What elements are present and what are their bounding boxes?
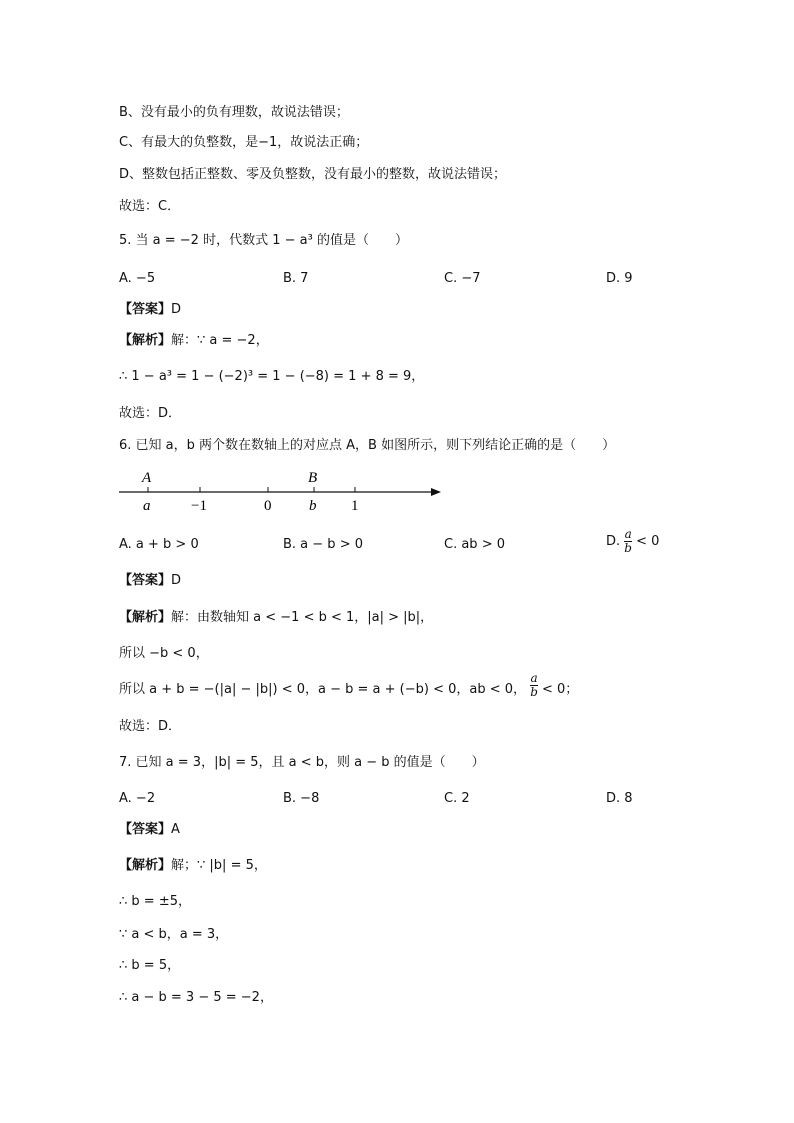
analysis-tag: 【解析】 (119, 333, 172, 348)
answer-value: A (171, 822, 180, 837)
q6-step-2: 所以 −b < 0， (119, 646, 209, 661)
option-b-explanation: B、没有最小的负有理数，故说法错误； (119, 105, 349, 120)
label-0: 0 (264, 498, 272, 514)
number-line-figure (115, 466, 455, 518)
q7-option-a: A. −2 (119, 791, 156, 806)
q6-step-3-text: 所以 a + b = −(|a| − |b|) < 0，a − b = a + (−b) < 0，ab < 0， (119, 682, 527, 697)
fraction-a-over-b-2: $\frac{a}{b}$ (530, 671, 538, 699)
analysis-text: 解：由数轴知 a < −1 < b < 1，|a| > |b|， (171, 610, 434, 625)
question-7: 7. 已知 a = 3，|b| = 5，且 a < b，则 a − b 的值是（ ） (119, 755, 485, 770)
q5-option-c: C. −7 (444, 271, 481, 286)
q6-option-d (606, 528, 659, 555)
q6-analysis (119, 609, 433, 627)
option-c-explanation: C、有最大的负整数，是−1，故说法正确； (119, 135, 369, 150)
analysis-text: 解：∵ a = −2， (171, 333, 269, 348)
q7-answer (119, 821, 180, 839)
q5-answer (119, 301, 181, 319)
label-b: b (309, 498, 317, 514)
q7-step-3: ∴ b = 5， (119, 958, 181, 973)
question-5: 5. 当 a = −2 时，代数式 1 − a³ 的值是（ ） (119, 233, 408, 248)
q6-option-b: B. a − b > 0 (283, 537, 363, 552)
q7-option-c: C. 2 (444, 791, 470, 806)
q6-option-c: C. ab > 0 (444, 537, 505, 552)
answer-tag: 【答案】 (119, 822, 172, 837)
choice-conclusion: 故选：C． (119, 199, 181, 214)
q6-option-d-label: D. (606, 534, 621, 549)
label-A: A (142, 470, 152, 486)
q6-option-a: A. a + b > 0 (119, 537, 199, 552)
arrow-head-icon (431, 488, 441, 496)
q5-analysis (119, 332, 269, 350)
fraction-a-over-b: $\frac{a}{b}$ (624, 527, 632, 555)
q7-step-1: ∴ b = ±5， (119, 894, 191, 909)
q5-calculation: ∴ 1 − a³ = 1 − (−2)³ = 1 − (−8) = 1 + 8 = 9， (119, 369, 425, 384)
answer-value: D (171, 573, 182, 588)
label-1: 1 (351, 498, 359, 514)
q5-choice: 故选：D． (119, 406, 182, 421)
q6-step-3-tail: < 0； (542, 682, 579, 697)
label-a: a (143, 498, 151, 514)
q6-option-d-tail: < 0 (636, 534, 660, 549)
q6-step-3 (119, 671, 579, 699)
answer-tag: 【答案】 (119, 302, 172, 317)
question-6: 6. 已知 a，b 两个数在数轴上的对应点 A，B 如图所示，则下列结论正确的是（ ） (119, 438, 616, 453)
label-neg1: −1 (191, 498, 207, 514)
q7-analysis (119, 857, 267, 875)
q7-step-2: ∵ a < b，a = 3， (119, 927, 229, 942)
answer-value: D (171, 302, 182, 317)
q5-option-b: B. 7 (283, 271, 309, 286)
q7-option-b: B. −8 (283, 791, 320, 806)
q7-option-d: D. 8 (606, 791, 633, 806)
analysis-tag: 【解析】 (119, 858, 172, 873)
label-B: B (308, 470, 318, 486)
analysis-tag: 【解析】 (119, 610, 172, 625)
q7-step-4: ∴ a − b = 3 − 5 = −2， (119, 990, 273, 1005)
q5-option-d: D. 9 (606, 271, 633, 286)
q6-answer (119, 572, 181, 590)
answer-tag: 【答案】 (119, 573, 172, 588)
analysis-text: 解；∵ |b| = 5， (171, 858, 267, 873)
option-d-explanation: D、整数包括正整数、零及负整数，没有最小的整数，故说法错误； (119, 167, 507, 182)
q6-choice: 故选：D． (119, 719, 182, 734)
q5-option-a: A. −5 (119, 271, 156, 286)
